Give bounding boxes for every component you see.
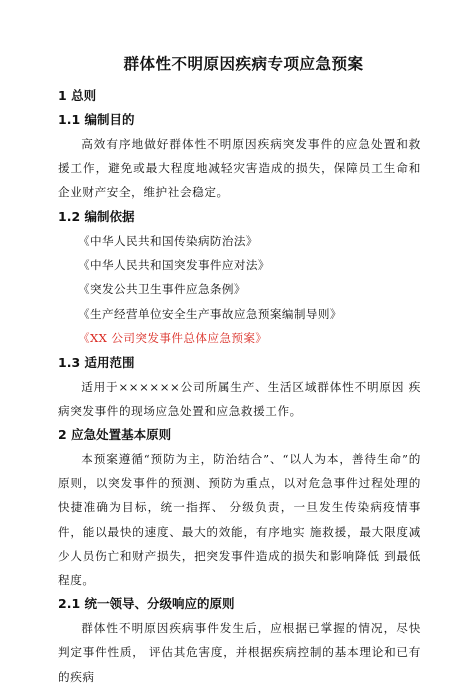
section-1-1-heading: 1.1 编制目的 — [58, 112, 135, 127]
reference-item: 《中华人民共和国突发事件应对法》 — [78, 258, 270, 273]
section-1-2-heading: 1.2 编制依据 — [58, 208, 135, 224]
section-1-1-paragraph: 高效有序地做好群体性不明原因疾病突发事件的应急处置和救援工作，避免或最大程度地减轻灾害造成的损失，保障员工生命和企业财产安全，维护社会稳定。 — [58, 137, 421, 200]
section-1-3-paragraph: 适用于××××××公司所属生产、生活区域群体性不明原因 疾病突发事件的现场应急处置和应急救援工作。 — [58, 379, 421, 418]
page-title: 群体性不明原因疾病专项应急预案 — [123, 55, 364, 73]
reference-item: 《突发公共卫生事件应急条例》 — [78, 282, 246, 297]
reference-item: 《中华人民共和国传染病防治法》 — [78, 233, 258, 248]
section-1-title: 总则 — [71, 88, 97, 103]
section-2-paragraph: 本预案遵循“预防为主，防治结合”、“以人为本，善待生命”的原则，以突发事件的预测、预防为重点，以对危急事件过程处理的快捷准确为目标，统一指挥、 分级负责，一旦发生传染病疫情事件，能以最快的速度、最大的效能，有序地实 施救援，最大限度减少人员伤亡和财产损失，把突发事件造成的损失和影响降低 到最低程度。 — [58, 452, 421, 588]
section-2-heading — [58, 423, 421, 447]
section-2-1-heading: 2.1 统一领导、分级响应的原则 — [58, 596, 235, 612]
section-2-1-paragraph: 群体性不明原因疾病事件发生后，应根据已掌握的情况，尽快判定事件性质， 评估其危害度，并根据疾病控制的基本理论和已有的疾病 — [58, 621, 421, 684]
reference-item-highlighted: 《XX 公司突发事件总体应急预案》 — [78, 331, 268, 346]
section-2-number: 2 — [58, 427, 67, 443]
section-1-3-heading: 1.3 适用范围 — [58, 354, 135, 370]
reference-item: 《生产经营单位安全生产事故应急预案编制导则》 — [78, 306, 342, 321]
section-2-title: 应急处置基本原则 — [71, 427, 172, 443]
section-1-number: 1 — [58, 88, 67, 103]
section-1-heading — [58, 84, 421, 108]
